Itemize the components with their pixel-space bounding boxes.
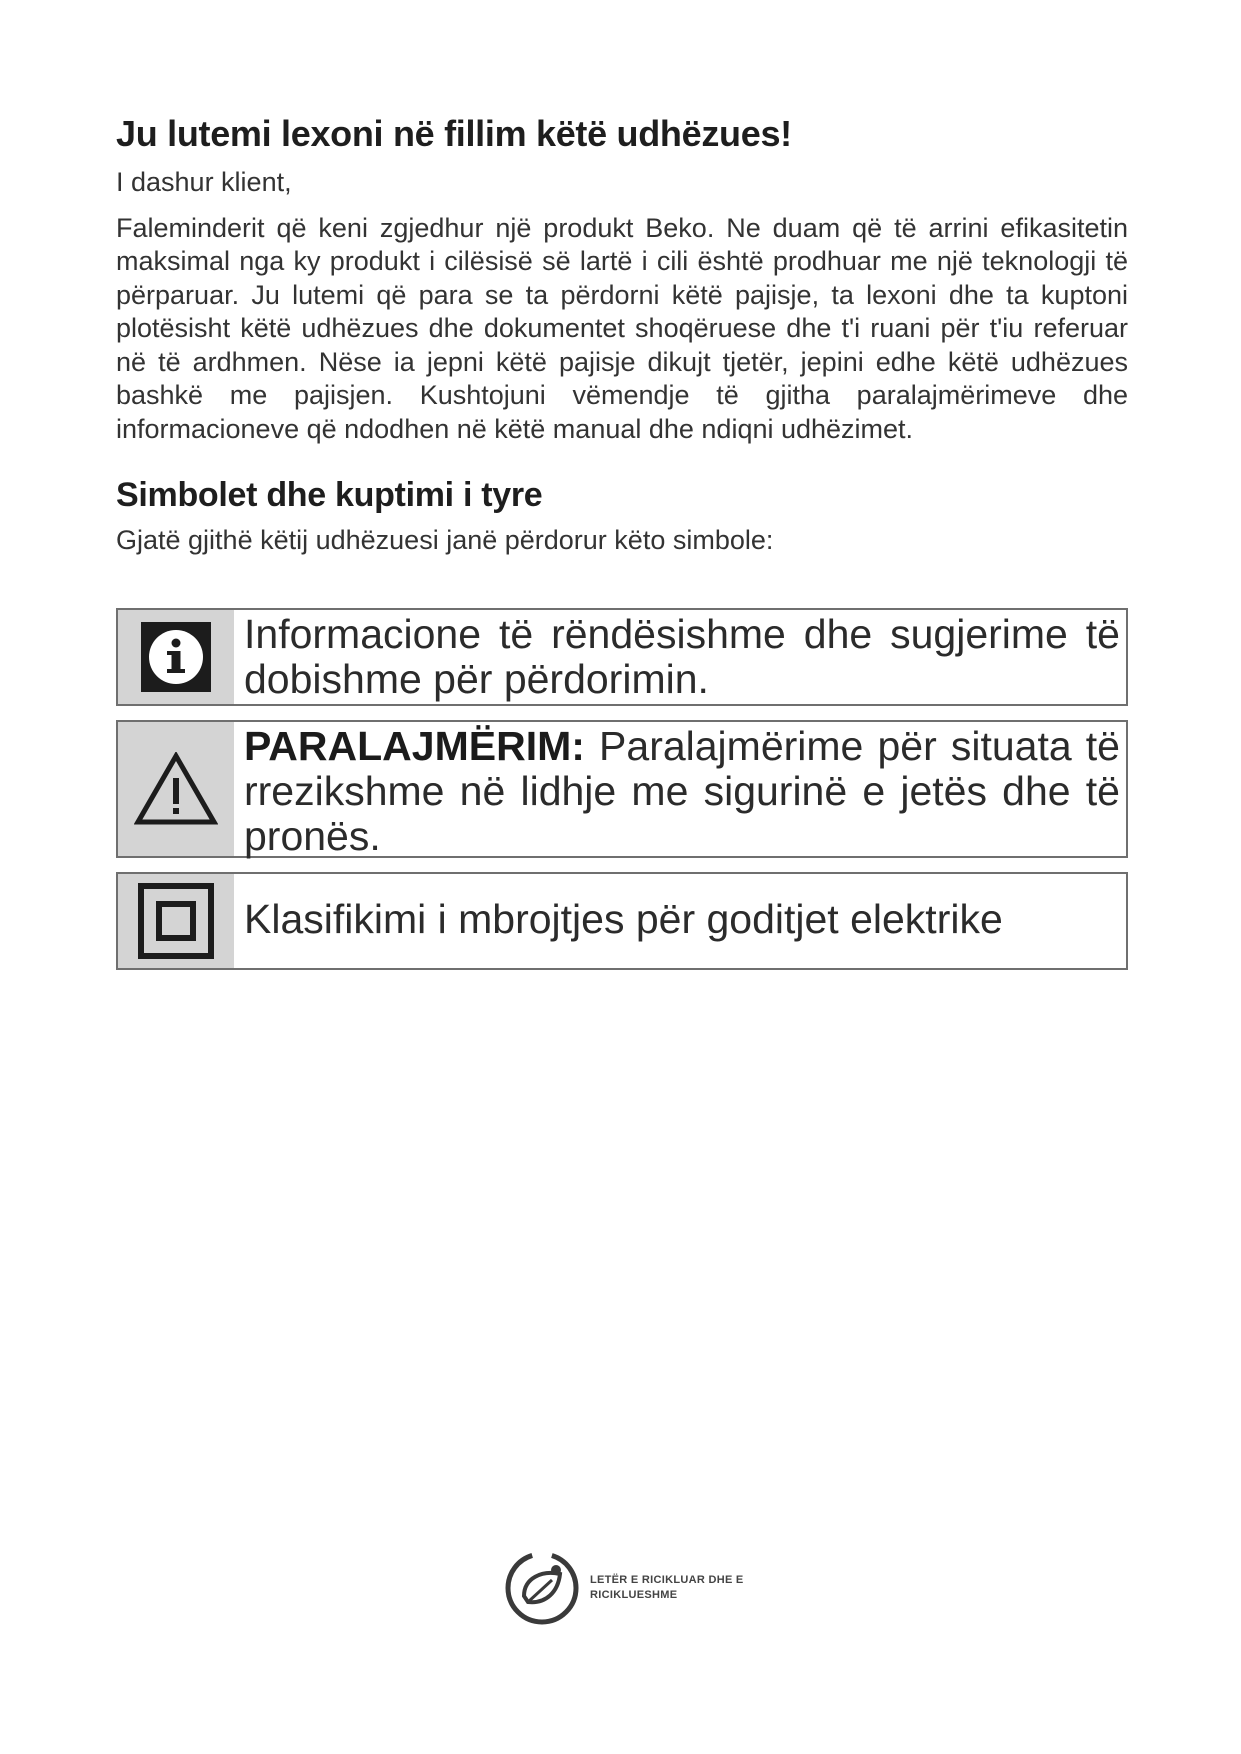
symbol-row-classification [116,872,1128,970]
eco-logo-label: LETËR E RICIKLUAR DHE E RICIKLUESHME [590,1574,744,1601]
warning-label: PARALAJMËRIM: [244,722,585,769]
intro-paragraph: Faleminderit që keni zgjedhur një produkt Beko. Ne duam që të arrini efikasitetin maksimal nga ky produkt i cilësisë së lartë i cili është prodhuar me një teknologji të përparuar. Ju lutemi që para se ta përdorni këtë pajisje, ta lexoni dhe ta kuptoni plotësisht këtë udhëzues dhe dokumentet shoqëruese dhe t'i ruani për t'iu referuar në të ardhmen. Nëse ia jepni këtë pajisje dikujt tjetër, jepini edhe këtë udhëzues bashkë me pajisjen. Kushtojuni vëmendje të gjitha paralajmërimeve dhe informacioneve që ndodhen në këtë manual dhe ndiqni udhëzimet. [116,212,1128,444]
symbol-row-info [116,608,1128,706]
page-title: Ju lutemi lexoni në fillim këtë udhëzues! [116,113,792,154]
eco-logo [502,1548,760,1628]
greeting: I dashur klient, [116,167,292,197]
warning-triangle-icon [134,752,218,826]
double-insulation-icon [138,883,214,959]
info-icon [141,622,211,692]
warning-description: Paralajmërime për situata të rrezikshme në lidhje me sigurinë e jetës dhe të pronës. [244,722,1120,859]
symbol-warning-text [234,722,1126,859]
symbols-table [116,608,1128,970]
symbol-classification-text: Klasifikimi i mbrojtjes për goditjet elektrike [244,896,1003,942]
symbols-lead: Gjatë gjithë këtij udhëzuesi janë përdorur këto simbole: [116,525,774,555]
symbols-heading: Simbolet dhe kuptimi i tyre [116,476,543,514]
manual-page [116,112,1128,984]
symbol-info-text: Informacione të rëndësishme dhe sugjerime të dobishme për përdorimin. [244,610,1120,702]
recycled-paper-icon [502,1548,582,1628]
symbol-row-warning [116,720,1128,858]
